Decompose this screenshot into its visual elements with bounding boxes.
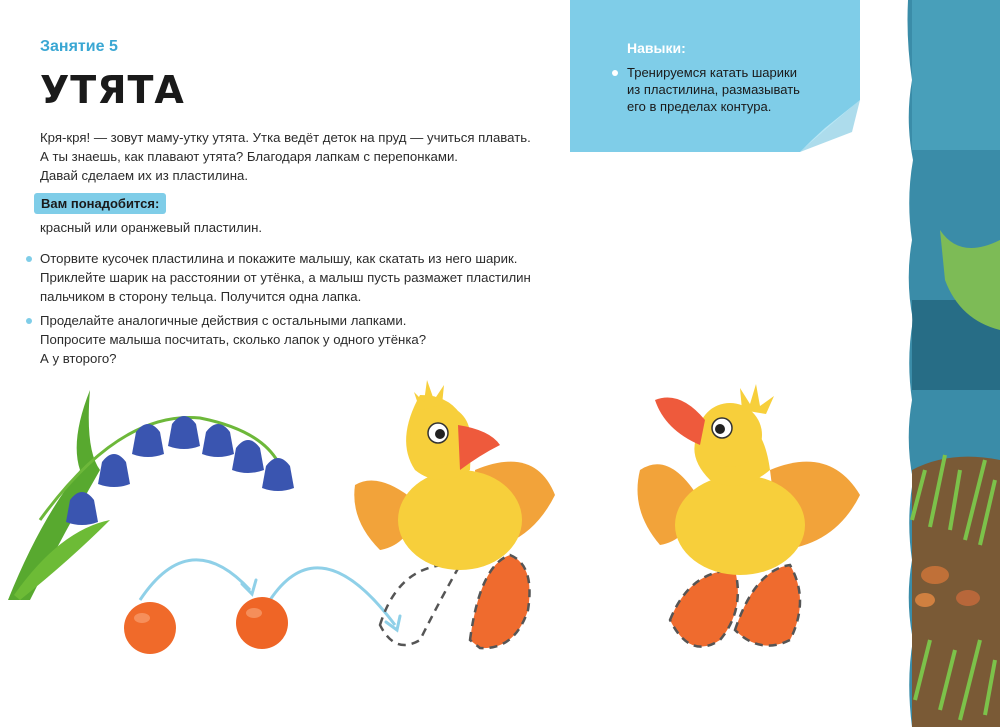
- steps-list: [26, 249, 586, 373]
- lesson-label: Занятие 5: [40, 38, 118, 55]
- bullet-icon: [612, 70, 618, 76]
- bullet-icon: [26, 256, 32, 262]
- plasticine-ball-icon: [124, 597, 288, 654]
- skills-title: Навыки:: [627, 40, 686, 56]
- intro-line: Давай сделаем их из пластилина.: [40, 168, 248, 183]
- skill-item: [612, 64, 812, 115]
- intro-line: А ты знаешь, как плавают утята? Благодаря лапкам с перепонками.: [40, 149, 458, 164]
- skill-line: его в пределах контура.: [627, 99, 772, 114]
- intro-text: [40, 128, 580, 185]
- materials-label: Вам понадобится:: [34, 193, 166, 214]
- step-line: Попросите малыша посчитать, сколько лапок у одного утёнка?: [40, 332, 427, 347]
- step-line: Приклейте шарик на расстоянии от утёнка, а малыш пусть размажет пластилин: [40, 270, 531, 285]
- intro-line: Кря-кря! — зовут маму-утку утята. Утка ведёт деток на пруд — учиться плавать.: [40, 130, 531, 145]
- skills-list: [612, 64, 812, 115]
- step-item: [26, 249, 586, 306]
- bullet-icon: [26, 318, 32, 324]
- step-line: А у второго?: [40, 351, 117, 366]
- skill-line: из пластилина, размазывать: [627, 82, 800, 97]
- step-line: Оторвите кусочек пластилина и покажите малышу, как скатать из него шарик.: [40, 251, 518, 266]
- page-title: УТЯТА: [40, 68, 185, 112]
- duck-left: [354, 380, 555, 648]
- step-line: Проделайте аналогичные действия с остальными лапками.: [40, 313, 407, 328]
- duck-right: [638, 384, 861, 647]
- bluebell-flower: [8, 390, 294, 600]
- step-item: [26, 311, 586, 368]
- materials-text: красный или оранжевый пластилин.: [40, 220, 263, 235]
- skill-line: Тренируемся катать шарики: [627, 65, 797, 80]
- step-line: пальчиком в сторону тельца. Получится одна лапка.: [40, 289, 362, 304]
- pond-illustration: [908, 0, 1000, 727]
